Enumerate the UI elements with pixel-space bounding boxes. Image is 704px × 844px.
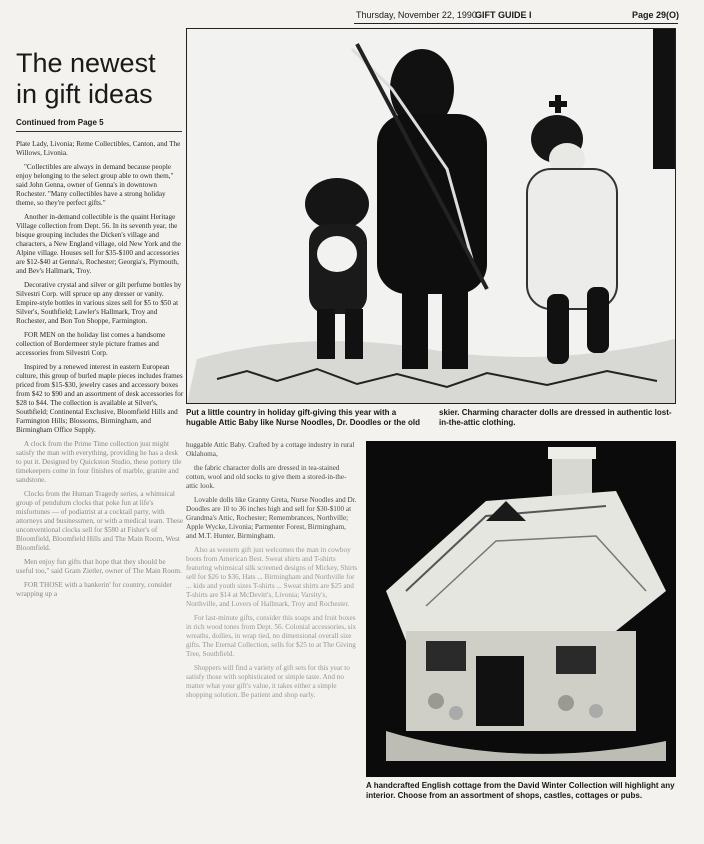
page-header bbox=[0, 10, 704, 24]
paragraph: Shoppers will find a variety of gift sets for this year to satisfy those with sophisticated or simple taste. And no matter what your gift's value, it takes either a simple shopping solution. Be patient and shop early. bbox=[186, 664, 350, 699]
headline-line-1: The newest bbox=[16, 48, 156, 79]
paragraph: Lovable dolls like Granny Greta, Nurse Noodles and Dr. Doodles are 10 to 36 inches high and sell for $30-$100 at Grandma's Attic, Rochester; Remembrances, Northville; Apple Wycke, Livonia; Parmenter Forest, Birmingham, and M.T. Hunter, Birmingham. bbox=[186, 496, 357, 540]
paragraph: Plate Lady, Livonia; Reme Collectibles, Canton, and The Willows, Livonia. bbox=[16, 140, 181, 157]
paragraph: Decorative crystal and silver or gilt perfume bottles by Silvestri Corp. will spruce up any dresser or vanity. Empire-style bottles in various sizes sell for $5 to $50 at Silver's, Southfield; Lawler's Hallmark, Troy and Rochester, and Bon Ton Shoppe, Farmington. bbox=[16, 281, 182, 325]
paragraph: the fabric character dolls are dressed in tea-stained cotton, wool and old socks to give them a stored-in-the-attic look. bbox=[186, 464, 347, 490]
cottage-caption: A handcrafted English cottage from the David Winter Collection will highlight any interior. Choose from an assortment of shops, castles, cottages or pubs. bbox=[366, 781, 675, 800]
paragraph: A clock from the Prime Time collection just might satisfy the man with everything, providing he has a desk to put it. Designed by Quickston Studio, these pottery tile timekeepers come in four finishes of marble, granite and sandstone. bbox=[16, 440, 182, 484]
cottage-photo bbox=[366, 441, 676, 777]
paragraph: For last-minute gifts, consider this soaps and fruit boxes in rich wood tones from Dept. 56. Colonial accessories, six wreaths, doilies, in wrap tied, no dimensional overall size gifts. The Eternal Collection, sells for $25 to at The Giving Tree, Southfield. bbox=[186, 614, 357, 658]
paragraph: "Collectibles are always in demand because people enjoy belonging to the select group able to own them," said John Genna, owner of Genna's in downtown Rochester. "Many collectibles have a strong holiday theme, so they're perfect gifts." bbox=[16, 163, 174, 207]
dolls-illustration bbox=[187, 29, 675, 403]
article-column-1 bbox=[16, 140, 184, 604]
paragraph: Men enjoy fun gifts that hope that they should be useful too," said Gram Zietler, owner of The Main Room. bbox=[16, 558, 182, 575]
paragraph: Inspired by a renewed interest in eastern European culture, this group of burled maple pieces includes frames priced from $15-$30, jewelry cases and accessory boxes from $42 to $90 and an assortment of desk accessories for $28 to $44. The collection is available at Silver's, Southfield; Continental Exclusive, Bloomfield Hills and Farmington Hills; Blossoms, Birmingham, and Birmingham Office Supply. bbox=[16, 363, 184, 434]
issue-date: Thursday, November 22, 1990 bbox=[356, 10, 477, 20]
article-column-2 bbox=[186, 441, 358, 705]
paragraph: huggable Attic Baby. Crafted by a cottage industry in rural Oklahoma, bbox=[186, 441, 355, 458]
paragraph: Also as western gift just welcomes the man in cowboy boots from American Best. Sweat shirts and T-shirts featuring whimsical silk screened designs of Mickey, Shirts sell for $26 to $36, Hats ... Birmingham and Northville for ... kids and youth sizes T-shirts ... Sweat shirts are $25 and T-shirts are $14 at McDevitt's, Livonia; Varsity's, Northville, and Lovers of Hallmark, Troy and Rochester. bbox=[186, 546, 358, 608]
cottage-illustration bbox=[366, 441, 676, 777]
continued-rule bbox=[16, 131, 182, 132]
dolls-photo bbox=[186, 28, 676, 404]
header-rule bbox=[354, 23, 678, 24]
section-name: GIFT GUIDE I bbox=[475, 10, 532, 20]
paragraph: Another in-demand collectible is the quaint Heritage Village collection from Dept. 56. In its seventh year, the bisque grouping includes the Dicken's village and characters, a New England village, old New York and the Alpine village. Houses sell for $35-$100 and accessories are $12-$40 at Genna's, Rochester; Georgia's, Plymouth, and Bev's Hallmark, Troy. bbox=[16, 213, 181, 275]
headline bbox=[16, 48, 186, 110]
continued-from-label: Continued from Page 5 bbox=[16, 118, 104, 127]
dolls-caption: Put a little country in holiday gift-giving this year with a hugable Attic Baby like Nurse Noodles, Dr. Doodles or the old skier. Charming character dolls are dressed in authentic lost-in-the-attic clothing. bbox=[186, 408, 672, 427]
paragraph: FOR THOSE with a hankerin' for country, consider wrapping up a bbox=[16, 581, 173, 598]
paragraph: Clocks from the Human Tragedy series, a whimsical group of pendulum clocks that poke fun at life's misfortunes — of podiatrist at a cocktail party, with attorneys and businessmen, or with a medical team. These unconventional clocks sell for $580 at Fisher's of Bloomfield, Bloomfield Hills and The Main Room, West Bloomfield. bbox=[16, 490, 184, 552]
paragraph: FOR MEN on the holiday list comes a handsome collection of Bordermeer style picture frames and accessories from Silvestri Corp. bbox=[16, 331, 166, 357]
headline-line-2: in gift ideas bbox=[16, 79, 153, 110]
page-number: Page 29(O) bbox=[632, 10, 680, 20]
